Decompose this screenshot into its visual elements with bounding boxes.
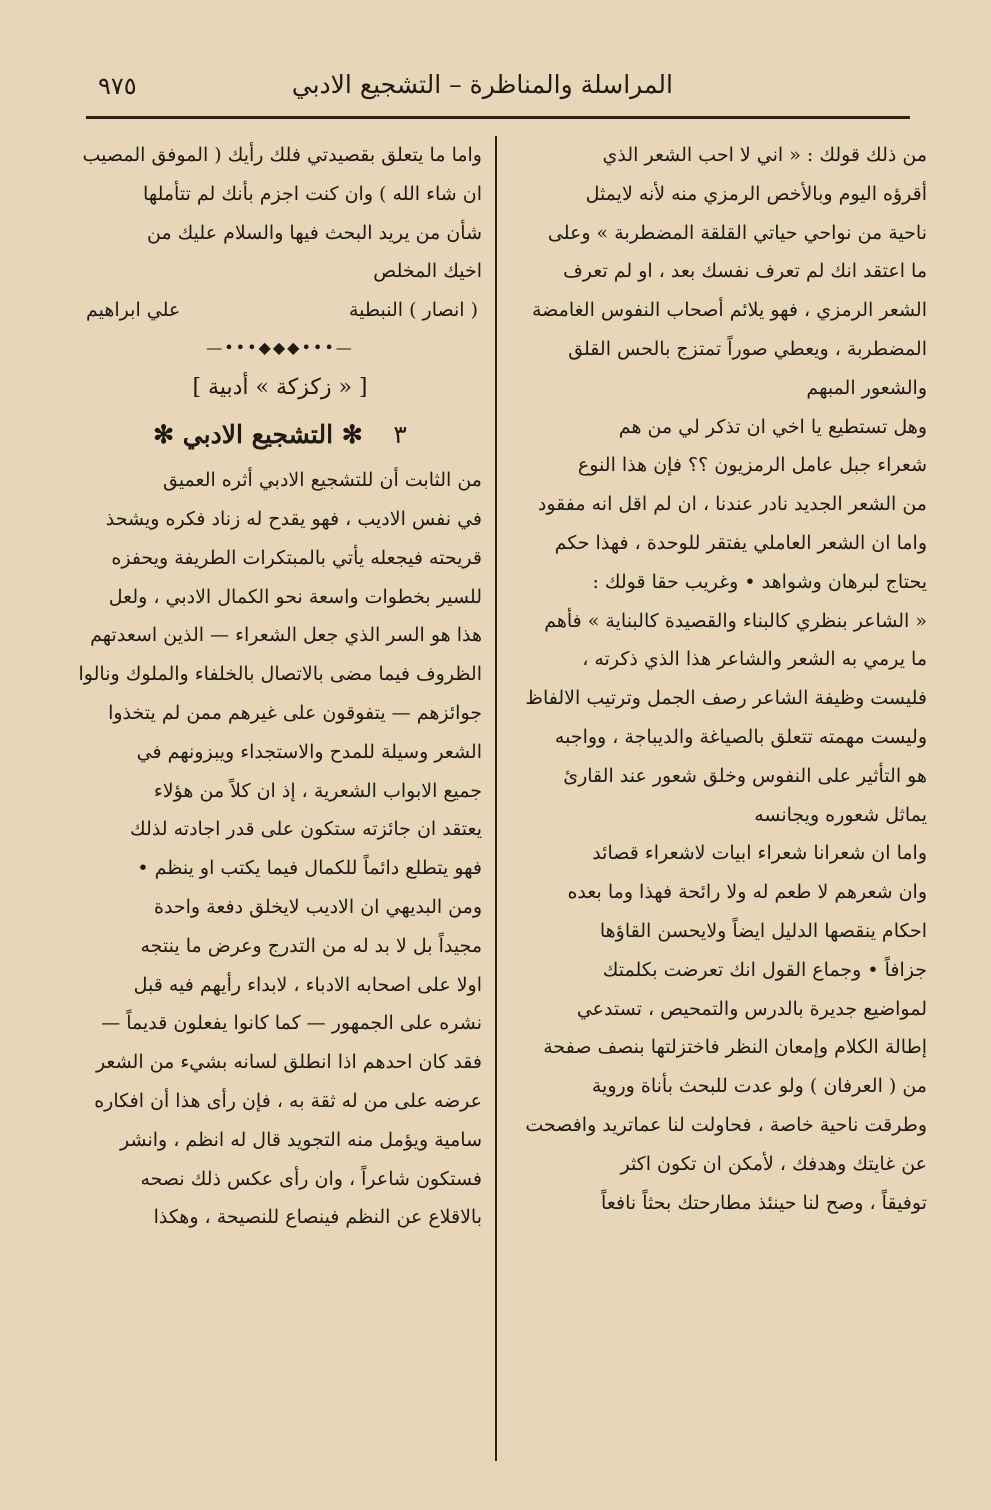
text-line: ناحية من نواحي حياتي القلقة المضطربة » وعلى bbox=[547, 221, 927, 244]
text-line: شأن من يريد البحث فيها والسلام عليك من bbox=[146, 221, 482, 244]
text-line: احكام ينقصها الدليل ايضاً ولايحسن القاؤها bbox=[599, 919, 927, 942]
text-line: من الثابت أن للتشجيع الادبي أثره العميق bbox=[162, 469, 482, 492]
text-line: عرضه على من له ثقة به ، فإن رأى هذا أن افكاره bbox=[94, 1089, 482, 1112]
page-header bbox=[86, 62, 908, 116]
text-line: جزافاً • وجماع القول انك تعرضت بكلمتك bbox=[602, 958, 927, 981]
text-line: يحتاج لبرهان وشواهد • وغريب حقا قولك : bbox=[592, 570, 927, 593]
text-line: وليست مهمته تتعلق بالصياغة والديباجة ، وواجبه bbox=[554, 725, 927, 748]
text-line: فهو يتطلع دائماً للكمال فيما يكتب او ينظم • bbox=[137, 857, 482, 880]
text-line: فليست وظيفة الشاعر رصف الجمل وترتيب الالفاظ bbox=[525, 687, 927, 710]
text-line: جميع الابواب الشعرية ، إذ ان كلاً من هؤلاء bbox=[153, 779, 482, 802]
left-column bbox=[78, 136, 482, 1466]
text-line: جوائزهم — يتفوقون على غيرهم ممن لم يتخذوا bbox=[108, 701, 482, 724]
text-line: الظروف فيما مضى بالاتصال بالخلفاء والملوك ونالوا bbox=[78, 663, 482, 686]
text-line: ما اعتقد انك لم تعرف نفسك بعد ، او لم تعرف bbox=[563, 260, 927, 283]
text-line: ما يرمي به الشعر والشاعر هذا الذي ذكرته ، bbox=[582, 648, 927, 671]
text-line: اخيك المخلص bbox=[373, 260, 482, 283]
text-line: من ( العرفان ) ولو عدت للبحث بأناة وروية bbox=[591, 1075, 927, 1098]
text-line: ومن البديهي ان الاديب لايخلق دفعة واحدة bbox=[153, 895, 482, 918]
text-line: من الشعر الجديد نادر عندنا ، ان لم اقل انه مفقود bbox=[537, 493, 927, 516]
section-heading bbox=[78, 409, 482, 461]
text-line: « الشاعر بنظري كالبناء والقصيدة كالبناية » فأهم bbox=[544, 609, 927, 632]
text-line: نشره على الجمهور — كما كانوا يفعلون قديماً — bbox=[101, 1012, 482, 1035]
text-line: في نفس الاديب ، فهو يقدح له زناد فكره ويشحذ bbox=[105, 507, 482, 530]
text-line: واما ان الشعر العاملي يفتقر للوحدة ، فهذا حكم bbox=[554, 531, 927, 554]
signature-place: ( انصار ) النبطية bbox=[349, 299, 478, 322]
article-body bbox=[78, 461, 482, 1237]
text-line: للسير بخطوات واسعة نحو الكمال الادبي ، ولعل bbox=[108, 585, 482, 608]
article-title: [ « زكزكة » أدبية ] bbox=[192, 375, 368, 401]
text-line: فقد كان احدهم اذا انطلق لسانه بشيء من الشعر bbox=[95, 1051, 482, 1074]
text-line: مجيداً بل لا بد له من التدرج وعرض ما ينتجه bbox=[140, 934, 482, 957]
signature-line bbox=[78, 291, 482, 329]
text-line: يماثل شعوره ويجانسه bbox=[754, 803, 927, 826]
text-line: قريحته فيجعله يأتي بالمبتكرات الطريفة ويحفزه bbox=[111, 546, 482, 569]
text-line: والشعور المبهم bbox=[806, 376, 927, 399]
text-line: توفيقاً ، وصح لنا حينئذ مطارحتك بحثاً نافعاً bbox=[601, 1191, 927, 1214]
text-line: وان شعرهم لا طعم له ولا رائحة فهذا وما بعده bbox=[567, 881, 927, 904]
column-divider bbox=[495, 136, 497, 1461]
header-rule bbox=[86, 116, 910, 119]
signature-name: علي ابراهيم bbox=[86, 299, 181, 322]
text-line: ان شاء الله ) وان كنت اجزم بأنك لم تتأملها bbox=[143, 182, 482, 205]
text-line: يعتقد ان جائزته ستكون على قدر اجادته لذلك bbox=[130, 818, 482, 841]
text-line: الشعر الرمزي ، فهو يلائم أصحاب النفوس الغامضة bbox=[531, 299, 927, 322]
text-line: إطالة الكلام وإمعان النظر فاختزلتها بنصف صفحة bbox=[543, 1036, 927, 1059]
text-line: أقرؤه اليوم وبالأخص الرمزي منه لأنه لايمثل bbox=[585, 182, 927, 205]
text-line: اولا على اصحابه الادباء ، لابداء رأيهم فيه قبل bbox=[133, 973, 482, 996]
text-line: وطرقت ناحية خاصة ، فحاولت لنا عماتريد وافصحت bbox=[525, 1113, 927, 1136]
running-title: المراسلة والمناظرة – التشجيع الادبي bbox=[291, 70, 673, 99]
right-column bbox=[501, 136, 927, 1466]
text-line: شعراء جبل عامل الرمزيون ؟؟ فإن هذا النوع bbox=[577, 454, 927, 477]
text-line: هذا هو السر الذي جعل الشعراء — الذين اسعدتهم bbox=[90, 624, 482, 647]
text-line: عن غايتك وهدفك ، لأمكن ان تكون اكثر bbox=[620, 1152, 927, 1175]
text-line: لمواضيع جديرة بالدرس والتمحيص ، تستدعي bbox=[576, 997, 927, 1020]
text-line: فستكون شاعراً ، وان رأى عكس ذلك نصحه bbox=[140, 1167, 482, 1190]
text-line: المضطربة ، ويعطي صوراً تمتزج بالحس القلق bbox=[568, 337, 927, 360]
text-line: الشعر وسيلة للمدح والاستجداء ويبزونهم في bbox=[136, 740, 482, 763]
text-line: وهل تستطيع يا اخي ان تذكر لي من هم bbox=[618, 415, 927, 438]
text-line: بالاقلاع عن النظم فينصاع للنصيحة ، وهكذا bbox=[153, 1206, 482, 1229]
text-line: سامية ويؤمل منه التجويد قال له انظم ، وانشر bbox=[120, 1128, 482, 1151]
ornament-divider: —•••◆◆◆•••— bbox=[206, 338, 354, 358]
text-line: هو التأثير على النفوس وخلق شعور عند القارئ bbox=[563, 764, 927, 787]
page-number: ٩٧٥ bbox=[98, 72, 137, 100]
text-line: واما ما يتعلق بقصيدتي فلك رأيك ( الموفق المصيب bbox=[82, 144, 482, 166]
text-line: من ذلك قولك : « اني لا احب الشعر الذي bbox=[602, 144, 927, 166]
text-line: واما ان شعرانا شعراء ابيات لاشعراء قصائد bbox=[592, 842, 927, 865]
section-title: ✻ التشجيع الادبي ✻ bbox=[153, 420, 363, 450]
letter-closing bbox=[78, 136, 482, 291]
section-number: ٣ bbox=[393, 420, 407, 450]
